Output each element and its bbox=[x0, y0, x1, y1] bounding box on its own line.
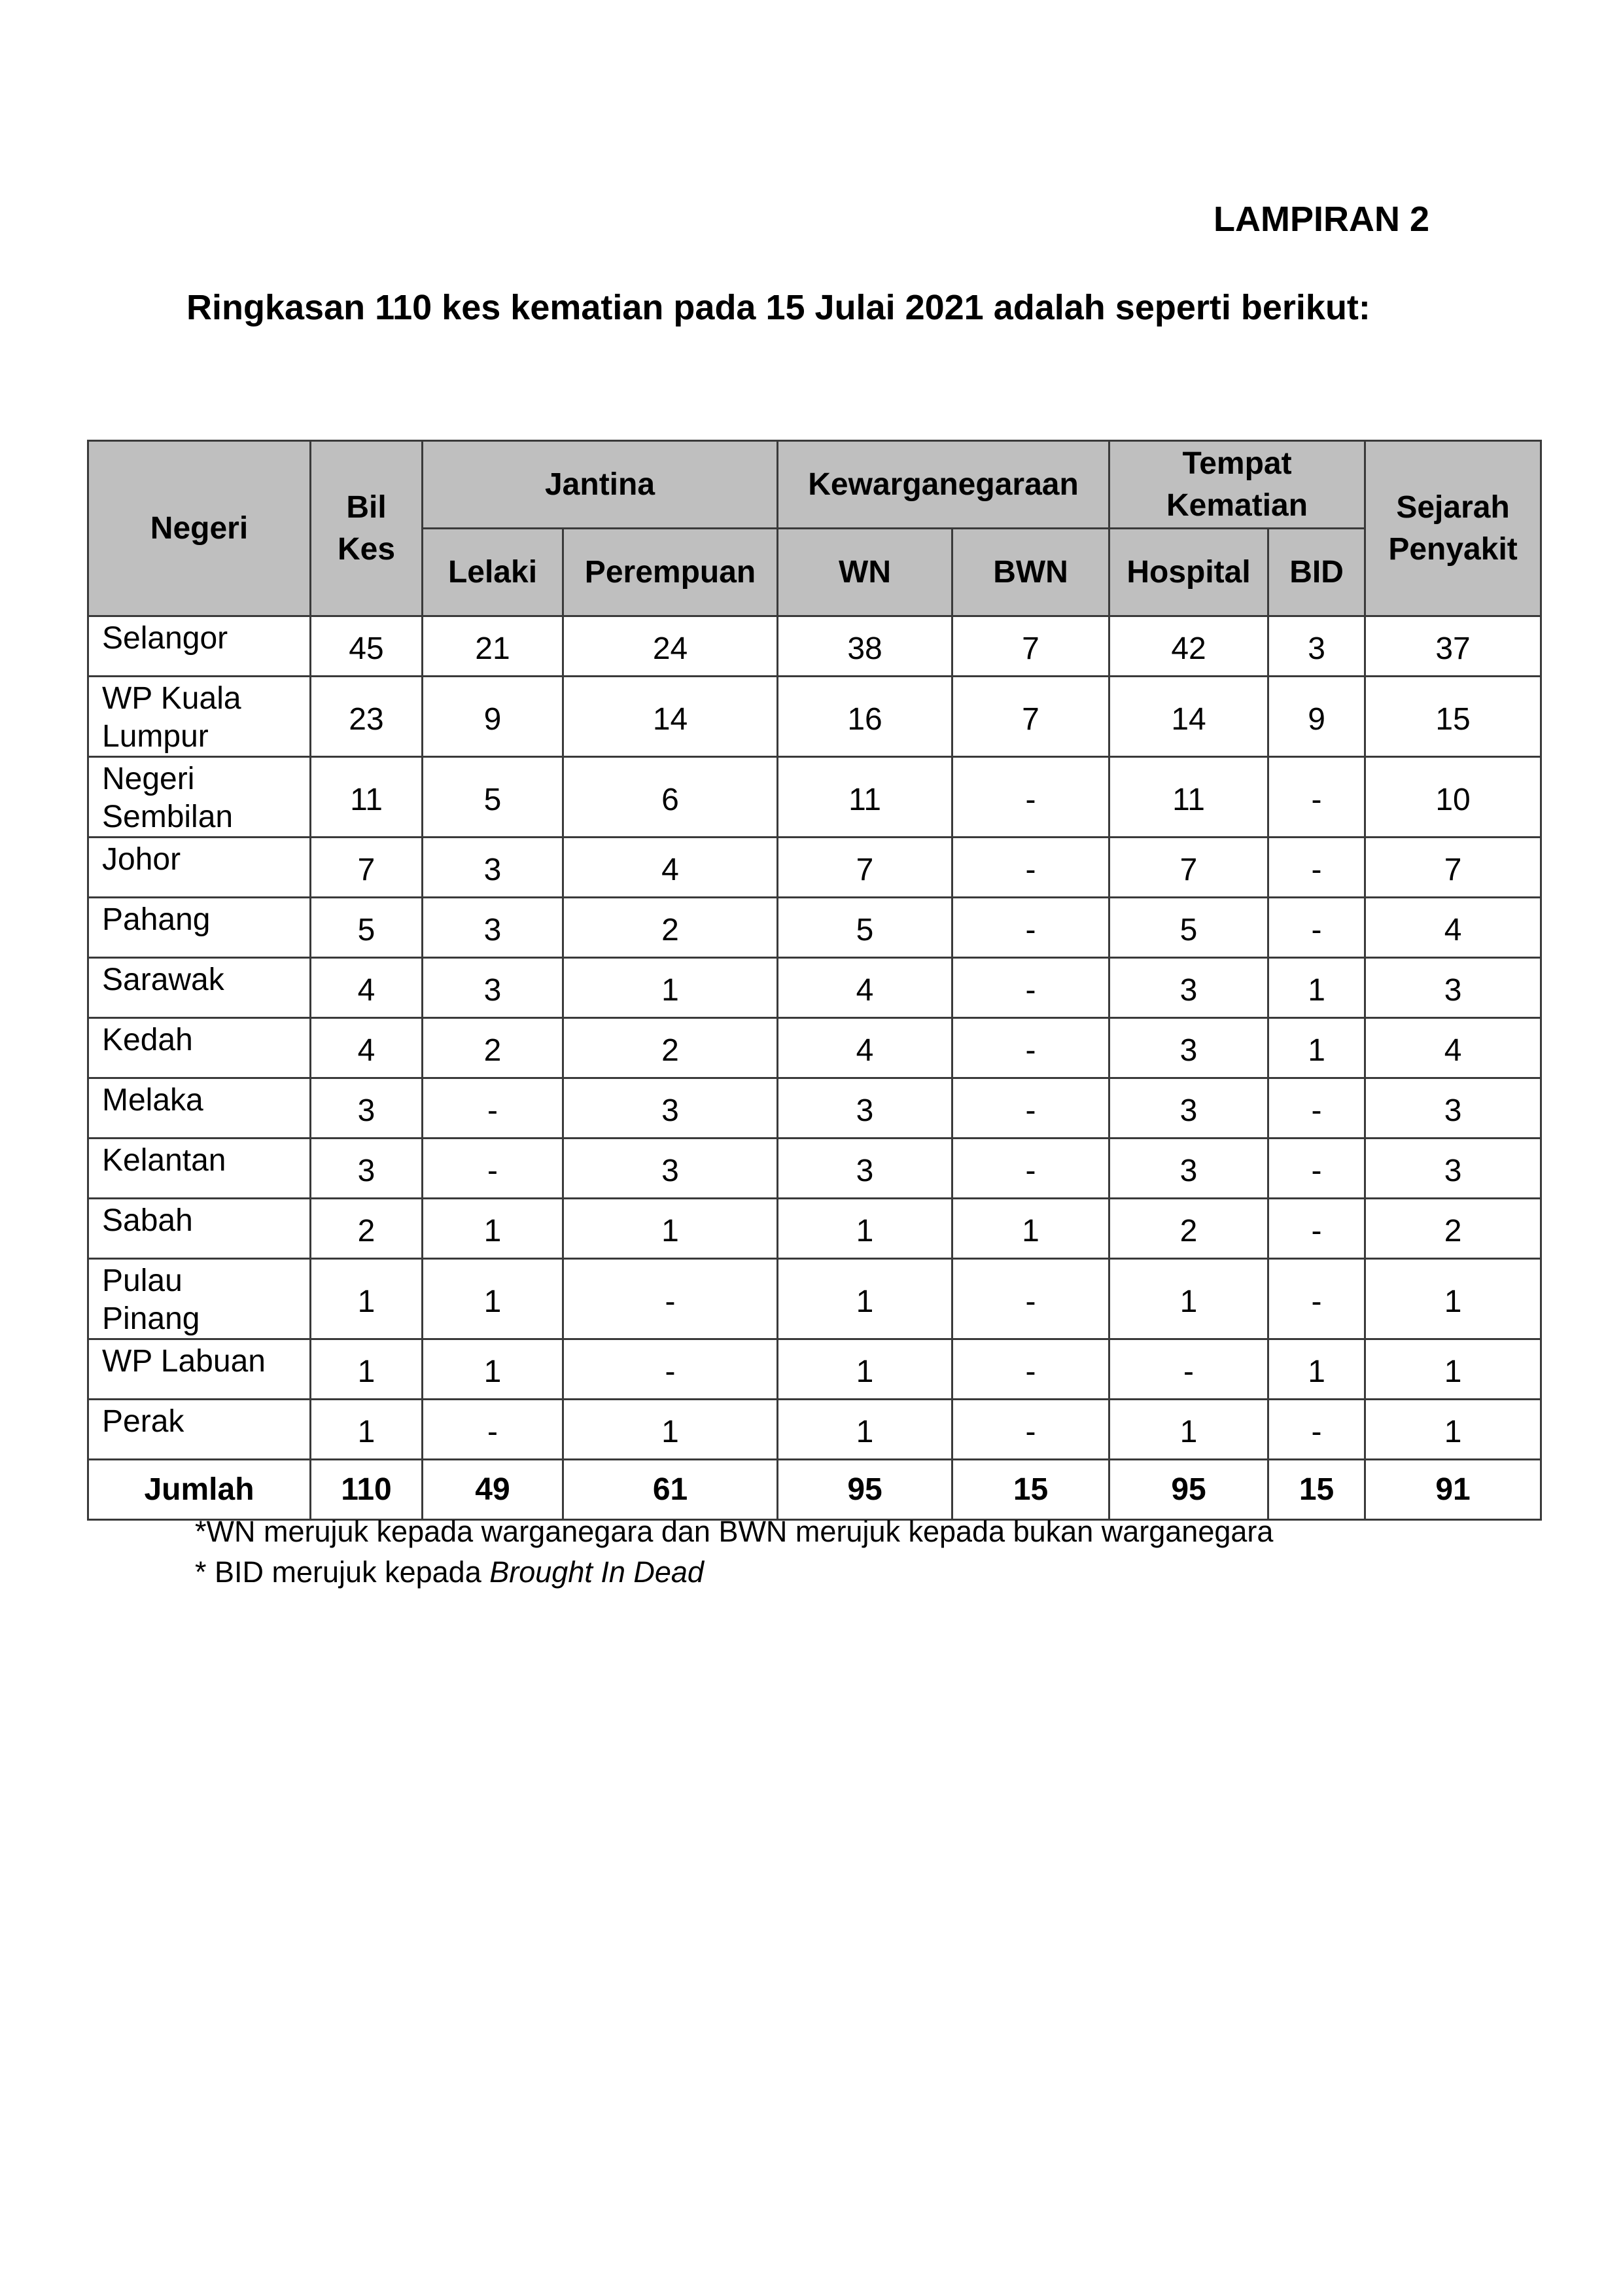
cell-lelaki: 3 bbox=[423, 898, 563, 958]
cell-bid: 9 bbox=[1268, 677, 1365, 757]
cell-hospital: 3 bbox=[1109, 1139, 1268, 1199]
cell-hospital: 5 bbox=[1109, 898, 1268, 958]
cell-sejarah-penyakit: 1 bbox=[1365, 1339, 1541, 1400]
total-hospital: 95 bbox=[1109, 1460, 1268, 1520]
cell-perempuan: 1 bbox=[563, 1199, 778, 1259]
cell-sejarah-penyakit: 3 bbox=[1365, 958, 1541, 1018]
cell-bwn: 1 bbox=[952, 1199, 1109, 1259]
state-name: Kelantan bbox=[88, 1139, 311, 1199]
cell-perempuan: 14 bbox=[563, 677, 778, 757]
annex-label: LAMPIRAN 2 bbox=[1213, 200, 1429, 239]
cell-wn: 11 bbox=[778, 757, 952, 838]
cell-bil-kes: 2 bbox=[311, 1199, 423, 1259]
cell-wn: 38 bbox=[778, 616, 952, 677]
cell-hospital: 1 bbox=[1109, 1259, 1268, 1339]
cell-hospital: 42 bbox=[1109, 616, 1268, 677]
table-row bbox=[88, 1400, 1541, 1460]
state-name: Pulau Pinang bbox=[88, 1259, 311, 1339]
cell-bil-kes: 7 bbox=[311, 838, 423, 898]
cell-bid: - bbox=[1268, 757, 1365, 838]
cell-hospital: - bbox=[1109, 1339, 1268, 1400]
cell-hospital: 14 bbox=[1109, 677, 1268, 757]
total-row bbox=[88, 1460, 1541, 1520]
col-header-perempuan: Perempuan bbox=[563, 529, 778, 616]
cell-bid: - bbox=[1268, 1400, 1365, 1460]
cell-bwn: 7 bbox=[952, 616, 1109, 677]
cell-bid: 3 bbox=[1268, 616, 1365, 677]
state-name: WP Kuala Lumpur bbox=[88, 677, 311, 757]
cell-wn: 3 bbox=[778, 1139, 952, 1199]
col-header-bwn: BWN bbox=[952, 529, 1109, 616]
cell-bil-kes: 1 bbox=[311, 1259, 423, 1339]
cell-perempuan: 3 bbox=[563, 1139, 778, 1199]
cell-bil-kes: 3 bbox=[311, 1078, 423, 1139]
footnote-bid-prefix: * BID merujuk kepada bbox=[195, 1555, 490, 1589]
cell-bil-kes: 4 bbox=[311, 958, 423, 1018]
header-row-top bbox=[88, 441, 1541, 529]
cell-wn: 4 bbox=[778, 1018, 952, 1078]
state-name: Sabah bbox=[88, 1199, 311, 1259]
state-name: Kedah bbox=[88, 1018, 311, 1078]
total-lelaki: 49 bbox=[423, 1460, 563, 1520]
col-header-bid: BID bbox=[1268, 529, 1365, 616]
cell-sejarah-penyakit: 15 bbox=[1365, 677, 1541, 757]
cell-bwn: - bbox=[952, 1259, 1109, 1339]
cell-bid: 1 bbox=[1268, 1339, 1365, 1400]
cell-bwn: - bbox=[952, 1139, 1109, 1199]
cell-bil-kes: 1 bbox=[311, 1339, 423, 1400]
cell-hospital: 11 bbox=[1109, 757, 1268, 838]
col-header-bil-kes: Bil Kes bbox=[311, 441, 423, 616]
table-row bbox=[88, 1259, 1541, 1339]
cell-bil-kes: 45 bbox=[311, 616, 423, 677]
state-name: Melaka bbox=[88, 1078, 311, 1139]
cell-lelaki: - bbox=[423, 1400, 563, 1460]
cell-wn: 1 bbox=[778, 1400, 952, 1460]
total-perempuan: 61 bbox=[563, 1460, 778, 1520]
cell-hospital: 1 bbox=[1109, 1400, 1268, 1460]
cell-sejarah-penyakit: 3 bbox=[1365, 1078, 1541, 1139]
cell-bil-kes: 11 bbox=[311, 757, 423, 838]
cell-bid: - bbox=[1268, 898, 1365, 958]
cell-sejarah-penyakit: 4 bbox=[1365, 1018, 1541, 1078]
cell-perempuan: 6 bbox=[563, 757, 778, 838]
cell-perempuan: 2 bbox=[563, 1018, 778, 1078]
cell-hospital: 2 bbox=[1109, 1199, 1268, 1259]
cell-perempuan: 3 bbox=[563, 1078, 778, 1139]
state-name: Perak bbox=[88, 1400, 311, 1460]
cell-lelaki: 3 bbox=[423, 958, 563, 1018]
col-header-hospital: Hospital bbox=[1109, 529, 1268, 616]
cell-bid: - bbox=[1268, 1199, 1365, 1259]
state-name: Pahang bbox=[88, 898, 311, 958]
cell-bwn: - bbox=[952, 838, 1109, 898]
col-header-sejarah-penyakit: Sejarah Penyakit bbox=[1365, 441, 1541, 616]
table-row bbox=[88, 1139, 1541, 1199]
cell-wn: 1 bbox=[778, 1339, 952, 1400]
cell-lelaki: - bbox=[423, 1139, 563, 1199]
cell-bwn: - bbox=[952, 1400, 1109, 1460]
cell-lelaki: 2 bbox=[423, 1018, 563, 1078]
cell-sejarah-penyakit: 1 bbox=[1365, 1259, 1541, 1339]
col-header-tempat-kematian: Tempat Kematian bbox=[1109, 441, 1365, 529]
cell-bwn: - bbox=[952, 898, 1109, 958]
intro-paragraph: Ringkasan 110 kes kematian pada 15 Julai 2021 adalah seperti berikut: bbox=[186, 288, 1370, 327]
col-header-negeri: Negeri bbox=[88, 441, 311, 616]
cell-perempuan: 1 bbox=[563, 1400, 778, 1460]
cell-perempuan: 4 bbox=[563, 838, 778, 898]
footnote-wn-bwn: *WN merujuk kepada warganegara dan BWN merujuk kepada bukan warganegara bbox=[195, 1515, 1274, 1548]
total-bid: 15 bbox=[1268, 1460, 1365, 1520]
cell-perempuan: 24 bbox=[563, 616, 778, 677]
footnote-bid bbox=[195, 1552, 1438, 1593]
cell-hospital: 7 bbox=[1109, 838, 1268, 898]
footnote-bid-term: Brought In Dead bbox=[489, 1555, 704, 1589]
cell-bil-kes: 4 bbox=[311, 1018, 423, 1078]
cell-bil-kes: 5 bbox=[311, 898, 423, 958]
table-row bbox=[88, 1018, 1541, 1078]
cell-hospital: 3 bbox=[1109, 1078, 1268, 1139]
cell-bwn: - bbox=[952, 757, 1109, 838]
cell-lelaki: 3 bbox=[423, 838, 563, 898]
cell-bid: 1 bbox=[1268, 1018, 1365, 1078]
cell-sejarah-penyakit: 10 bbox=[1365, 757, 1541, 838]
cell-wn: 16 bbox=[778, 677, 952, 757]
table-row bbox=[88, 1199, 1541, 1259]
cell-bid: - bbox=[1268, 1259, 1365, 1339]
cell-bwn: 7 bbox=[952, 677, 1109, 757]
cell-lelaki: - bbox=[423, 1078, 563, 1139]
table-row bbox=[88, 958, 1541, 1018]
cell-bid: 1 bbox=[1268, 958, 1365, 1018]
cell-bid: - bbox=[1268, 1139, 1365, 1199]
death-summary-table bbox=[87, 440, 1542, 1521]
cell-lelaki: 21 bbox=[423, 616, 563, 677]
cell-wn: 5 bbox=[778, 898, 952, 958]
table-row bbox=[88, 757, 1541, 838]
cell-bil-kes: 1 bbox=[311, 1400, 423, 1460]
cell-sejarah-penyakit: 2 bbox=[1365, 1199, 1541, 1259]
table-row bbox=[88, 898, 1541, 958]
total-sejarah-penyakit: 91 bbox=[1365, 1460, 1541, 1520]
table-row bbox=[88, 616, 1541, 677]
table-row bbox=[88, 1078, 1541, 1139]
cell-lelaki: 1 bbox=[423, 1199, 563, 1259]
col-header-wn: WN bbox=[778, 529, 952, 616]
cell-perempuan: 2 bbox=[563, 898, 778, 958]
total-label: Jumlah bbox=[88, 1460, 311, 1520]
table-row bbox=[88, 838, 1541, 898]
cell-lelaki: 1 bbox=[423, 1259, 563, 1339]
col-header-kewarganegaraan: Kewarganegaraan bbox=[778, 441, 1109, 529]
cell-sejarah-penyakit: 1 bbox=[1365, 1400, 1541, 1460]
state-name: Johor bbox=[88, 838, 311, 898]
cell-lelaki: 5 bbox=[423, 757, 563, 838]
total-bwn: 15 bbox=[952, 1460, 1109, 1520]
cell-perempuan: - bbox=[563, 1339, 778, 1400]
cell-bwn: - bbox=[952, 1078, 1109, 1139]
total-wn: 95 bbox=[778, 1460, 952, 1520]
cell-wn: 3 bbox=[778, 1078, 952, 1139]
cell-bwn: - bbox=[952, 1339, 1109, 1400]
cell-sejarah-penyakit: 3 bbox=[1365, 1139, 1541, 1199]
cell-wn: 1 bbox=[778, 1199, 952, 1259]
state-name: Negeri Sembilan bbox=[88, 757, 311, 838]
col-header-lelaki: Lelaki bbox=[423, 529, 563, 616]
cell-wn: 1 bbox=[778, 1259, 952, 1339]
footnotes bbox=[195, 1511, 1438, 1593]
state-name: WP Labuan bbox=[88, 1339, 311, 1400]
cell-bid: - bbox=[1268, 1078, 1365, 1139]
col-header-jantina: Jantina bbox=[423, 441, 778, 529]
cell-bil-kes: 3 bbox=[311, 1139, 423, 1199]
cell-bwn: - bbox=[952, 958, 1109, 1018]
cell-bid: - bbox=[1268, 838, 1365, 898]
cell-sejarah-penyakit: 7 bbox=[1365, 838, 1541, 898]
cell-wn: 7 bbox=[778, 838, 952, 898]
cell-bil-kes: 23 bbox=[311, 677, 423, 757]
cell-sejarah-penyakit: 4 bbox=[1365, 898, 1541, 958]
cell-perempuan: 1 bbox=[563, 958, 778, 1018]
table-row bbox=[88, 1339, 1541, 1400]
cell-hospital: 3 bbox=[1109, 958, 1268, 1018]
cell-perempuan: - bbox=[563, 1259, 778, 1339]
cell-lelaki: 9 bbox=[423, 677, 563, 757]
cell-bwn: - bbox=[952, 1018, 1109, 1078]
cell-lelaki: 1 bbox=[423, 1339, 563, 1400]
cell-hospital: 3 bbox=[1109, 1018, 1268, 1078]
cell-sejarah-penyakit: 37 bbox=[1365, 616, 1541, 677]
total-bil-kes: 110 bbox=[311, 1460, 423, 1520]
cell-wn: 4 bbox=[778, 958, 952, 1018]
table-row bbox=[88, 677, 1541, 757]
state-name: Sarawak bbox=[88, 958, 311, 1018]
state-name: Selangor bbox=[88, 616, 311, 677]
